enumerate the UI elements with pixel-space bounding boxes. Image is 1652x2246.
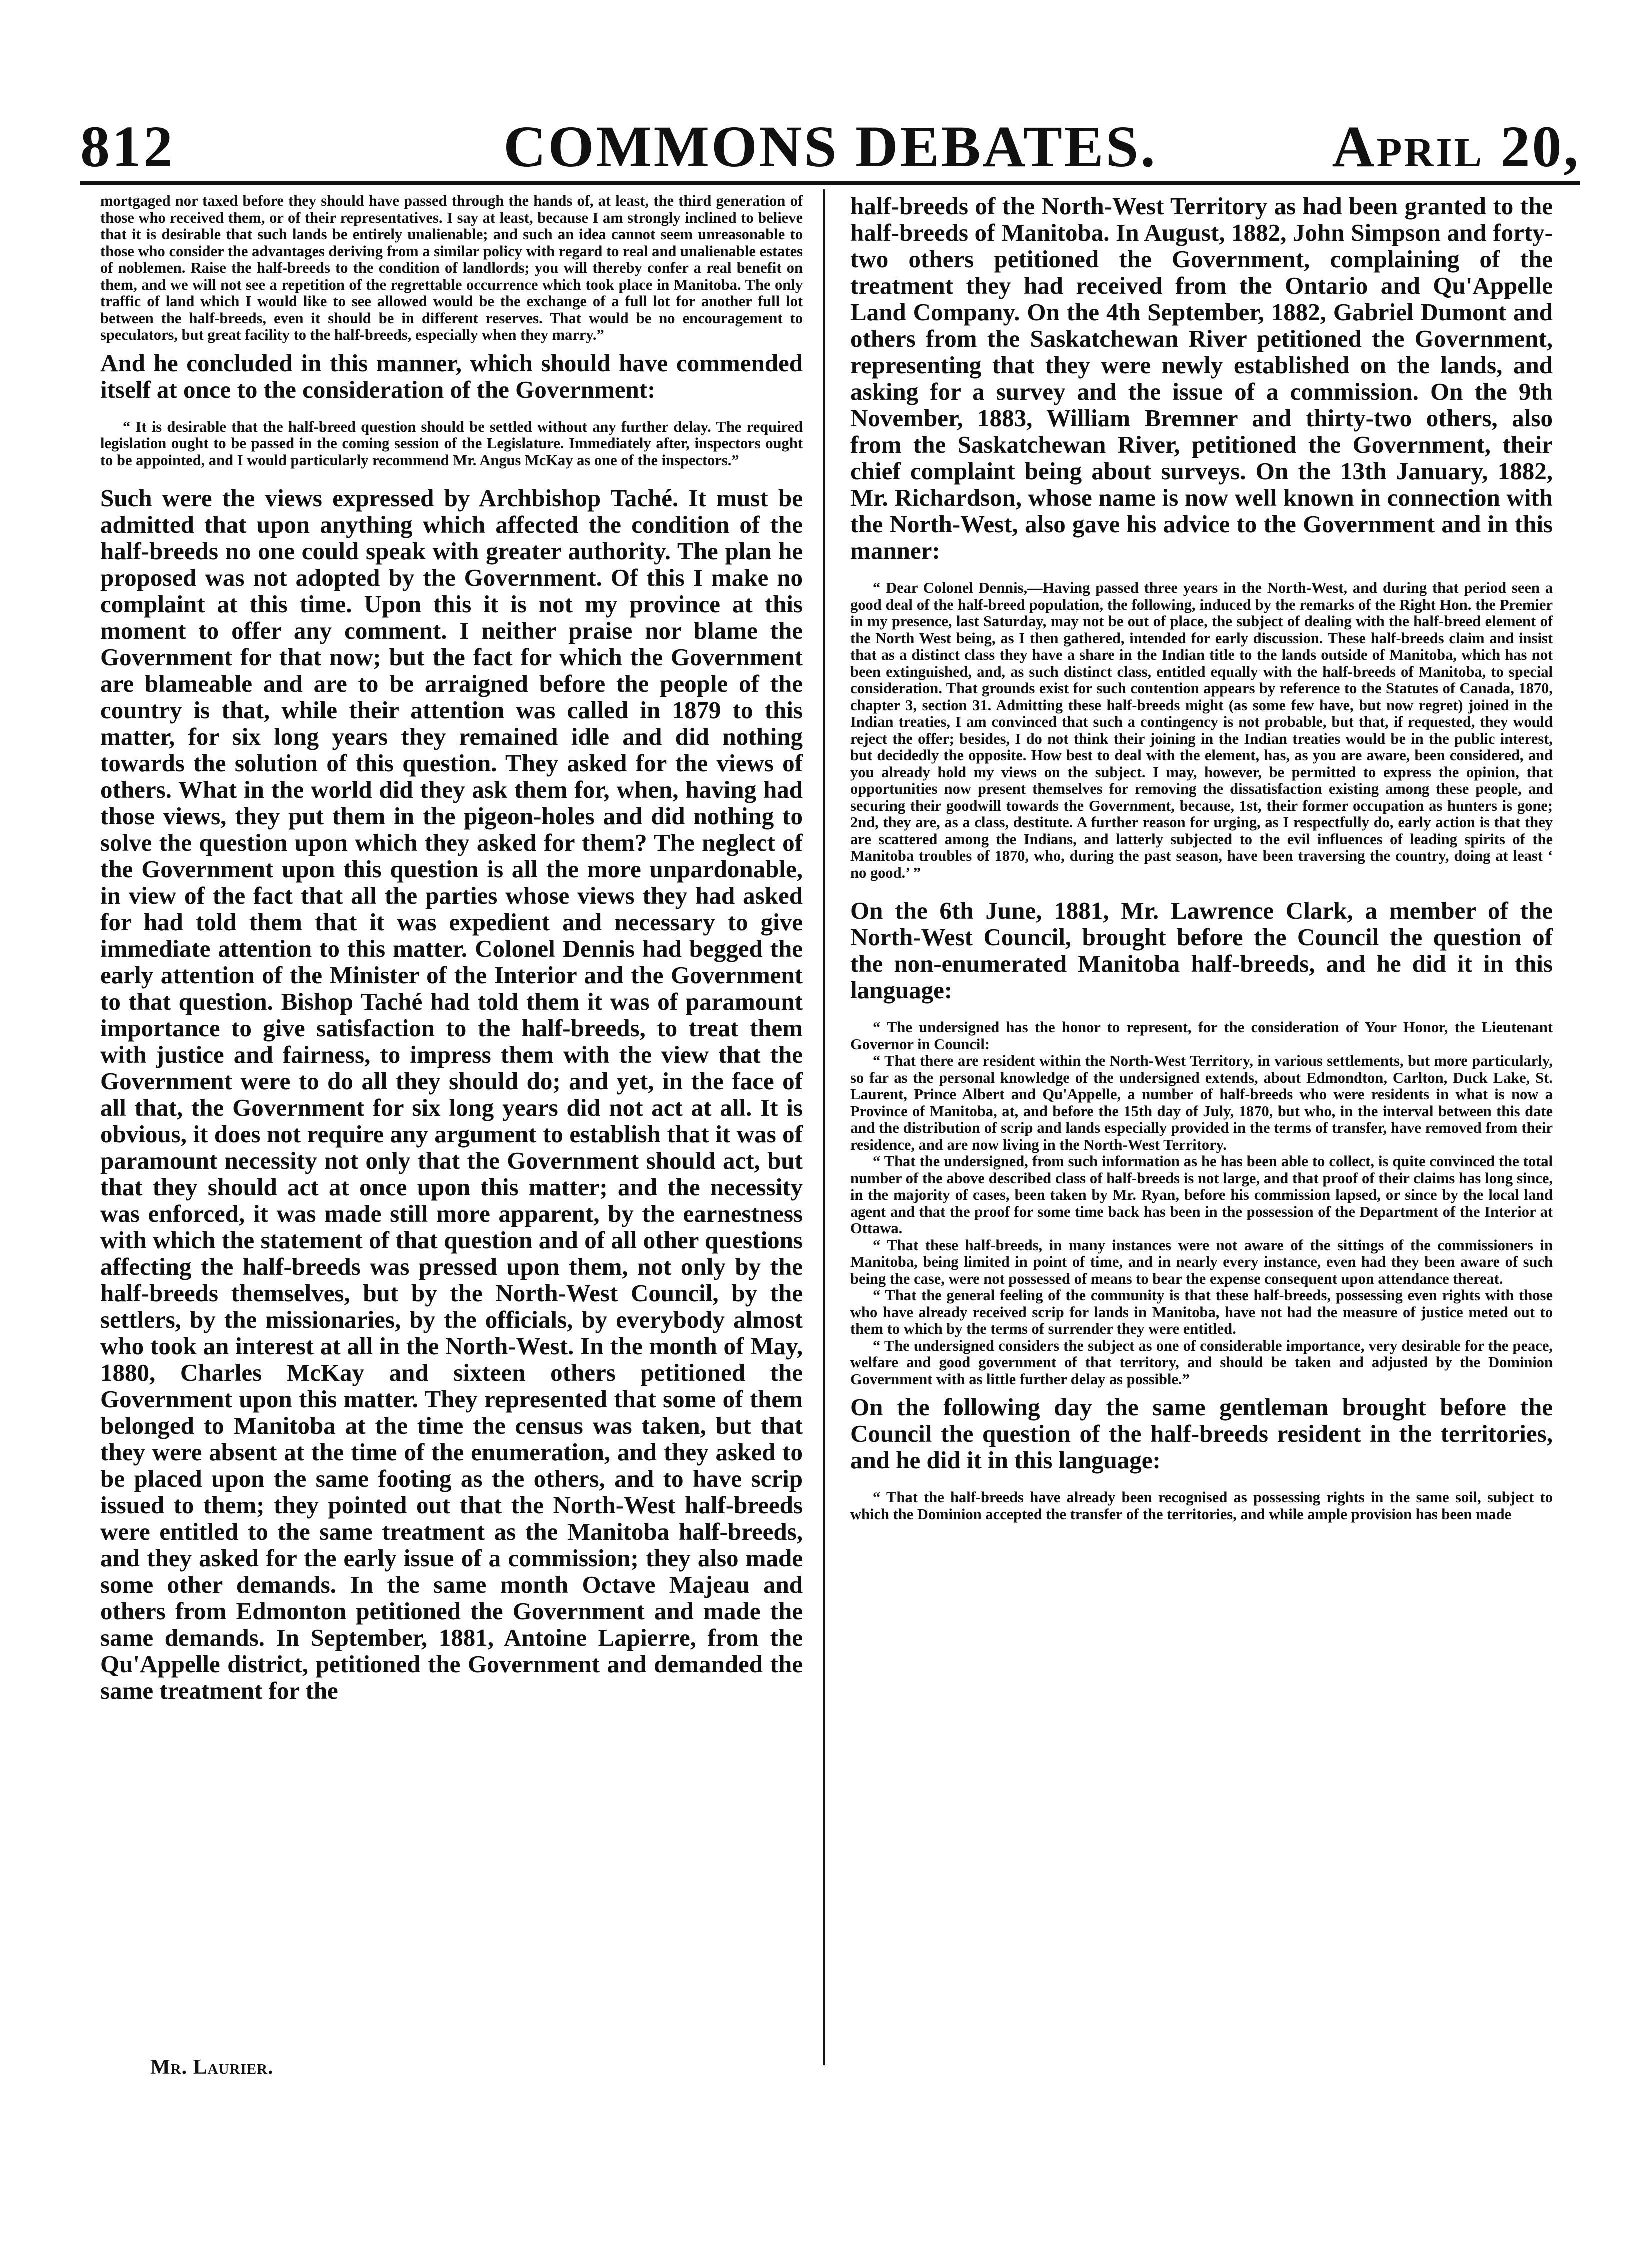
body-paragraph: Such were the views expressed by Archbishop Taché. It must be admitted that upon anything which affected the condition of the half-breeds no one could speak with greater authority. The plan he proposed was not adopted by the Government. Of this I make no complaint at this time. Upon this it is not my province at this moment to offer any comment. I neither praise nor blame the Government for that now; but the fact for which the Government are blameable and are to be arraigned before the people of the country is that, while their attention was called in 1879 to this matter, for six long years they remained idle and did nothing towards the solution of this question. They asked for the views of others. What in the world did they ask them for, when, having had those views, they put them in the pigeon-holes and did nothing to solve the question upon which they asked for them? The neglect of the Government upon this question is all the more unpardonable, in view of the fact that all the parties whose views they had asked for had told them that it was expedient and necessary to give immediate attention to this matter. Colonel Dennis had begged the early attention of the Minister of the Interior and the Government to that question. Bishop Taché had told them it was of paramount importance to give satisfaction to the half-breeds, to treat them with justice and fairness, to impress them with the view that the Government were to do all they should do; and yet, in the face of all that, the Government for six long years did not act at all. It is obvious, it does not require any argument to establish that it was of paramount necessity not only that the Government should act, but that they should act at once upon this matter; and the necessity was enforced, it was made still more apparent, by the earnestness with which the statement of that question and of all other questions affecting the half-breeds was pressed upon them, not only by the half-breeds themselves, but by the North-West Council, by the settlers, by the missionaries, by the officials, by everybody almost who took an interest at all in the North-West. In the month of May, 1880, Charles McKay and sixteen others petitioned the Government upon this matter. They represented that some of them belonged to Manitoba at the time the census was taken, but that they were absent at the time of the enumeration, and they asked to be placed upon the same footing as the others, and to have scrip issued to them; they pointed out that the North-West half-breeds were entitled to the same treatment as the Manitoba half-breeds, and they asked for the early issue of a commission; they also made some other demands. In the same month Octave Majeau and others from Edmonton petitioned the Government and made the same demands. In September, 1881, Antoine Lapierre, from the Qu'Appelle district, petitioned the Government and demanded the same treatment for the bbox=[100, 484, 803, 1704]
quoted-paragraph: mortgaged nor taxed before they should have passed through the hands of, at least, the third generation of those who received them, or of their representatives. I say at least, because I am strongly inclined to believe that it is desirable that such lands be entirely unalienable; and such an idea cannot seem unreasonable to those who consider the advantages deriving from a similar policy with regard to real and unalienable estates of noblemen. Raise the half-breeds to the condition of landlords; you will thereby confer a real benefit on them, and we will not see a repetition of the regrettable occurrence which took place in Manitoba. The only traffic of land which I would like to see allowed would be the exchange of a full lot for another full lot between the half-breeds, even it should be in different reserves. That would be no encouragement to speculators, but great facility to the half-breeds, especially when they marry.” bbox=[100, 192, 803, 343]
quoted-paragraph: “ That there are resident within the North-West Territory, in various settlements, but more particularly, so far as the personal knowledge of the undersigned extends, about Edmondton, Carlton, Duck Lake, St. Laurent, Prince Albert and Qu'Appelle, a number of half-breeds who were residents in what is now a Province of Manitoba, at, and before the 15th day of July, 1870, but who, in the interval between this date and the distribution of scrip and lands especially provided in the terms of transfer, have removed from their residence, and are now living in the North-West Territory. bbox=[850, 1052, 1553, 1153]
quoted-paragraph: “ That the half-breeds have already been recognised as possessing rights in the same soil, subject to which the Dominion accepted the transfer of the territories, and while ample provision has been made bbox=[850, 1489, 1553, 1523]
quoted-paragraph: “ That the general feeling of the community is that these half-breeds, possessing even rights with those who have already received scrip for lands in Manitoba, have not had the measure of justice meted out to them to which by the terms of surrender they were entitled. bbox=[850, 1287, 1553, 1337]
body-paragraph: half-breeds of the North-West Territory as had been granted to the half-breeds of Manitoba. In August, 1882, John Simpson and forty-two others petitioned the Government, complaining of the treatment they had received from the Ontario and Qu'Appelle Land Company. On the 4th September, 1882, Gabriel Dumont and others from the Saskatchewan River petitioned the Government, representing that they were newly established on the lands, and asking for a survey and the issue of a commission. On the 9th November, 1883, William Bremner and thirty-two others, also from the Saskatchewan River, petitioned the Government, their chief complaint being about surveys. On the 13th January, 1882, Mr. Richardson, whose name is now well known in connection with the North-West, also gave his advice to the Government and in this manner: bbox=[850, 192, 1553, 564]
quoted-paragraph: “ That the undersigned, from such information as he has been able to collect, is quite convinced the total number of the above described class of half-breeds is not large, and that proof of their claims has long since, in the majority of cases, been taken by Mr. Ryan, before his commission lapsed, or since by the local land agent and that the proof for some time back has been in the possession of the Department of the Interior at Ottawa. bbox=[850, 1153, 1553, 1237]
body-paragraph: And he concluded in this manner, which should have commended itself at once to the consideration of the Government: bbox=[100, 349, 803, 403]
speaker-signature: Mr. Laurier. bbox=[150, 2056, 274, 2079]
page-number: 812 bbox=[80, 114, 175, 179]
left-column bbox=[100, 193, 803, 1704]
quoted-paragraph: “ The undersigned considers the subject as one of considerable importance, very desirable for the peace, welfare and good government of that territory, and should be taken and adjusted by the Dominion Government with as little further delay as possible.” bbox=[850, 1337, 1553, 1388]
body-paragraph: On the 6th June, 1881, Mr. Lawrence Clark, a member of the North-West Council, brought before the Council the question of the non-enumerated Manitoba half-breeds, and he did it in this language: bbox=[850, 897, 1553, 1004]
header-date: April 20, bbox=[1332, 114, 1580, 179]
quoted-paragraph: “ It is desirable that the half-breed question should be settled without any further delay. The required legislation ought to be passed in the coming session of the Legislature. Immediately after, inspectors ought to be appointed, and I would particularly recommend Mr. Angus McKay as one of the inspectors.” bbox=[100, 418, 803, 469]
column-divider bbox=[823, 189, 825, 2065]
page-header bbox=[80, 113, 1580, 188]
header-rule bbox=[80, 181, 1580, 185]
quoted-letter: “ Dear Colonel Dennis,—Having passed three years in the North-West, and during that period seen a good deal of the half-breed population, the following, induced by the remarks of the Right Hon. the Premier in my presence, last Saturday, may not be out of place, the subject of dealing with the half-breed element of the North West being, as I then gathered, intended for early discussion. These half-breeds claim and insist that as a distinct class they have a share in the Indian title to the lands outside of Manitoba, which has not been extinguished, and, as such distinct class, entitled equally with the half-breeds of Manitoba, to special consideration. That grounds exist for such contention appears by reference to the Statutes of Canada, 1870, chapter 3, section 31. Admitting these half-breeds might (as some few have, but now regret) joined in the Indian treaties, I am convinced that such a contingency is not probable, but that, if requested, they would reject the offer; besides, I do not think their joining in the Indian treaties would be in the public interest, but decidedly the opposite. How best to deal with the element, has, as you are aware, been considered, and you already hold my views on the subject. I may, however, be permitted to express the opinion, that opportunities now present themselves for removing the dissatisfaction existing among these people, and securing their goodwill towards the Government, because, 1st, their former occupation as hunters is gone; 2nd, they are, as a class, destitute. A further reason for urging, as I respectfully do, early action is that they are scattered among the Indians, and latterly subjected to the evil influences of leading spirits of the Manitoba troubles of 1870, who, during the past season, have been traversing the country, doing at least ‘ no good.’ ” bbox=[850, 579, 1553, 881]
body-paragraph: On the following day the same gentleman brought before the Council the question of the half-breeds resident in the territories, and he did it in this language: bbox=[850, 1393, 1553, 1474]
quoted-paragraph: “ The undersigned has the honor to represent, for the consideration of Your Honor, the Lieutenant Governor in Council: bbox=[850, 1019, 1553, 1053]
right-column bbox=[850, 193, 1553, 1523]
quoted-paragraph: “ That these half-breeds, in many instances were not aware of the sittings of the commissioners in Manitoba, being limited in point of time, and in nearly every instance, even had they been aware of such being the case, were not possessed of means to bear the expense consequent upon attendance thereat. bbox=[850, 1236, 1553, 1287]
publication-title: COMMONS DEBATES. bbox=[503, 114, 1157, 179]
